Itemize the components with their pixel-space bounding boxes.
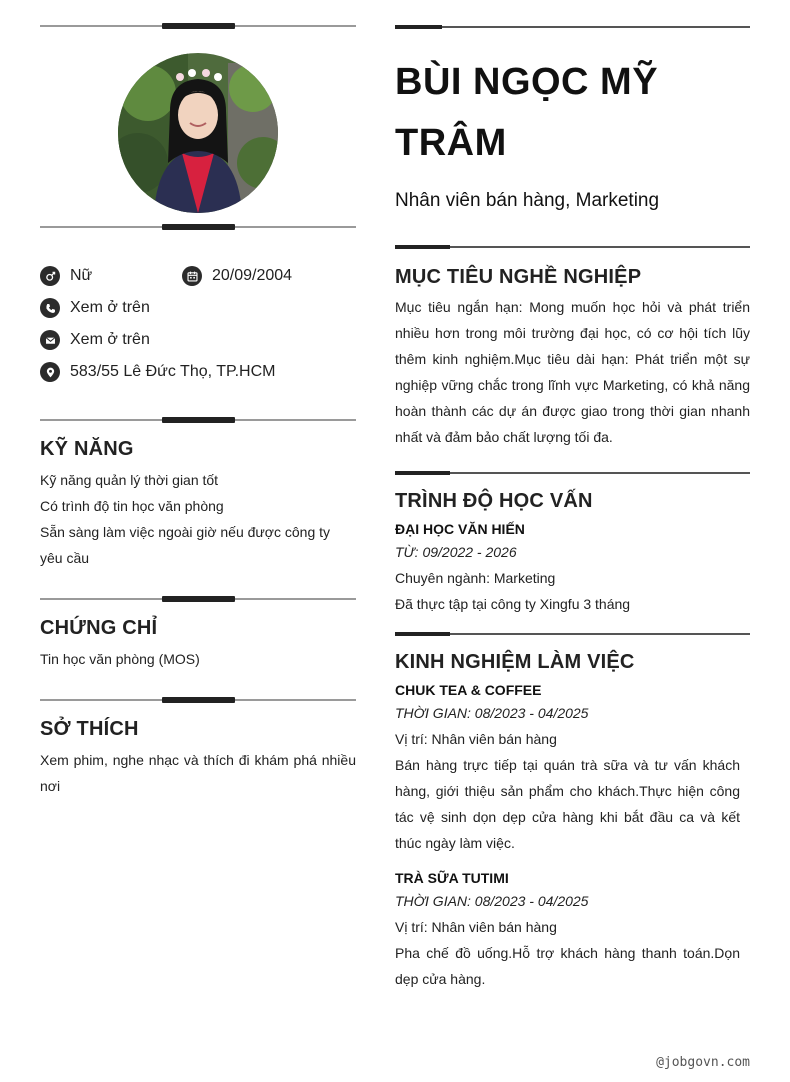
divider [395,22,750,32]
education-note: Đã thực tập tại công ty Xingfu 3 tháng [395,596,631,612]
skills-section [40,438,356,571]
job-role: Vị trí: Nhân viên bán hàng [395,731,557,747]
divider [40,414,356,426]
phone-item [40,292,356,324]
job-period: THỜI GIAN: 08/2023 - 04/2025 [395,705,589,721]
hobbies-section [40,718,356,799]
divider [40,694,356,706]
divider [395,629,750,639]
name-line: BÙI NGỌC MỸ [395,61,659,103]
hobbies-text: Xem phim, nghe nhạc và thích đi khám phá nhiều nơi [40,752,356,794]
skill-item: Sẵn sàng làm việc ngoài giờ nếu được công ty yêu cầu [40,524,331,566]
divider [395,468,750,478]
email-item [40,324,356,356]
company-name: TRÀ SỮA TUTIMI [395,870,509,886]
skill-item: Kỹ năng quản lý thời gian tốt [40,472,219,488]
avatar [118,53,278,213]
objective-text: Mục tiêu ngắn hạn: Mong muốn học hỏi và phát triển nhiều hơn trong môi trường đại học, có cơ hội tích lũy thêm kinh nghiệm.Mục tiêu dài hạn: Phát triển một sự nghiệp vững chắc trong lĩnh vực Marketing, có khả năng hoàn thành các dự án được giao trong thời gian nhanh nhất và đảm bảo chất lượng tối đa. [395,299,750,445]
job-entry [395,868,740,992]
left-column [40,20,356,799]
address-item [40,356,356,388]
job-position: Nhân viên bán hàng, Marketing [395,190,660,211]
candidate-name [395,52,750,174]
divider [40,20,356,32]
experience-section [395,651,740,992]
divider [40,593,356,605]
education-period: TỪ: 09/2022 - 2026 [395,544,517,560]
job-period: THỜI GIAN: 08/2023 - 04/2025 [395,893,589,909]
section-title: SỞ THÍCH [40,718,139,740]
job-entry [395,680,740,856]
section-title: CHỨNG CHỈ [40,617,158,639]
phone-text: Xem ở trên [70,299,150,316]
job-description: Bán hàng trực tiếp tại quán trà sữa và tư vấn khách hàng, giới thiệu sản phẩm cho khách.Thực hiện công tác vệ sinh dọn dẹp cửa hàng khi bắt đầu ca và kết thúc ngày làm việc. [395,757,740,851]
section-title: MỤC TIÊU NGHỀ NGHIỆP [395,266,642,288]
gender-item [40,266,182,286]
section-title: TRÌNH ĐỘ HỌC VẤN [395,490,593,512]
email-text: Xem ở trên [70,331,150,348]
skill-item: Có trình độ tin học văn phòng [40,498,224,514]
location-pin-icon [40,362,60,382]
certificates-section [40,617,356,672]
avatar-photo [118,53,278,213]
job-description: Pha chế đồ uống.Hỗ trợ khách hàng thanh toán.Dọn dẹp cửa hàng. [395,945,740,987]
address-text: 583/55 Lê Đức Thọ, TP.HCM [70,363,276,380]
right-column [395,20,750,992]
mail-icon [40,330,60,350]
section-title: KINH NGHIỆM LÀM VIỆC [395,651,635,673]
divider [395,242,750,252]
job-role: Vị trí: Nhân viên bán hàng [395,919,557,935]
education-section [395,490,750,617]
certificate-item: Tin học văn phòng (MOS) [40,651,200,667]
education-major: Chuyên ngành: Marketing [395,570,556,586]
certificate-list [40,646,356,672]
name-line: TRÂM [395,122,507,164]
objective-section [395,266,750,450]
avatar-section [40,53,356,221]
gender-text: Nữ [70,267,93,284]
birthday-item [182,266,292,286]
contact-info [40,260,356,388]
skills-list [40,467,356,571]
divider [40,221,356,233]
gender-icon [40,266,60,286]
phone-icon [40,298,60,318]
birthday-text: 20/09/2004 [212,267,293,284]
school-name: ĐẠI HỌC VĂN HIẾN [395,521,525,537]
watermark: @jobgovn.com [656,1055,750,1070]
company-name: CHUK TEA & COFFEE [395,682,542,698]
section-title: KỸ NĂNG [40,438,134,460]
calendar-icon [182,266,202,286]
